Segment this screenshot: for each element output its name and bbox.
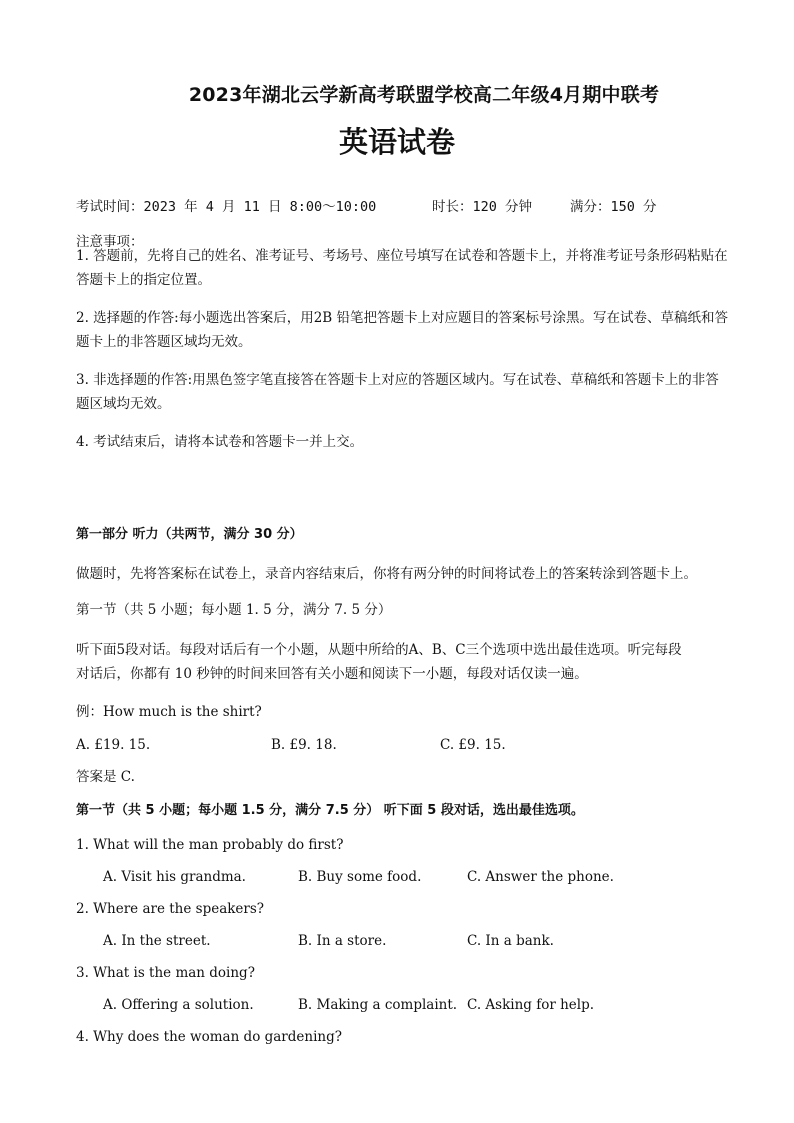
question-2-option-b: B. In a store. [298,933,387,949]
example-option-b: B. £9. 18. [271,737,337,753]
part1-heading: 第一部分 听力（共两节，满分 30 分） [76,527,303,542]
part1-instruction: 做题时，先将答案标在试卷上，录音内容结束后，你将有两分钟的时间将试卷上的答案转涂到答题卡上。 [76,566,697,582]
exam-time: 考试时间：2023 年 4 月 11 日 8:00～10:00 [76,199,377,215]
section1-instruction-line2: 对话后，你都有 10 秒钟的时间来回答有关小题和阅读下一小题，每段对话仅读一遍。 [76,666,588,682]
question-2-option-a: A. In the street. [103,933,211,949]
question-4: 4. Why does the woman do gardening? [76,1029,342,1045]
question-1-option-c: C. Answer the phone. [467,869,614,885]
example-option-c: C. £9. 15. [440,737,506,753]
example-option-a: A. £19. 15. [76,737,151,753]
note-item-2: 2. 选择题的作答:每小题选出答案后，用2B 铅笔把答题卡上对应题目的答案标号涂黑。写在试卷、草稿纸和答题卡上的非答题区域均无效。 [76,310,729,350]
notes-heading: 注意事项： [76,234,144,250]
question-3: 3. What is the man doing? [76,965,255,981]
note-item-4: 4. 考试结束后，请将本试卷和答题卡一并上交。 [76,434,364,450]
exam-duration: 时长：120 分钟 [432,199,533,215]
question-1: 1. What will the man probably do first? [76,837,344,853]
note-item-3: 3. 非选择题的作答:用黑色签字笔直接答在答题卡上对应的答题区域内。写在试卷、草稿纸和答题卡上的非答题区域均无效。 [76,372,719,412]
section1-heading: 第一节（共 5 小题；每小题 1. 5 分，满分 7. 5 分） [76,602,392,618]
question-3-option-b: B. Making a complaint. [298,997,458,1013]
question-1-option-a: A. Visit his grandma. [103,869,246,885]
exam-full-score: 满分：150 分 [570,199,657,215]
question-2-option-c: C. In a bank. [467,933,554,949]
exam-title: 2023年湖北云学新高考联盟学校高二年级4月期中联考 [188,84,660,106]
question-3-option-c: C. Asking for help. [467,997,595,1013]
exam-subtitle: 英语试卷 [338,125,455,159]
question-2: 2. Where are the speakers? [76,901,265,917]
example-question: 例：How much is the shirt? [76,704,262,720]
section1-heading-2: 第一节（共 5 小题；每小题 1.5 分，满分 7.5 分） 听下面 5 段对话，选出最佳选项。 [76,803,584,818]
question-1-option-b: B. Buy some food. [298,869,422,885]
example-answer: 答案是 C. [76,769,135,785]
question-3-option-a: A. Offering a solution. [103,997,254,1013]
section1-instruction-line1: 听下面5段对话。每段对话后有一个小题，从题中所给的A、B、C三个选项中选出最佳选项。听完每段 [76,642,682,658]
note-item-1: 1. 答题前，先将自己的姓名、准考证号、考场号、座位号填写在试卷和答题卡上，并将准考证号条形码粘贴在答题卡上的指定位置。 [76,248,728,288]
